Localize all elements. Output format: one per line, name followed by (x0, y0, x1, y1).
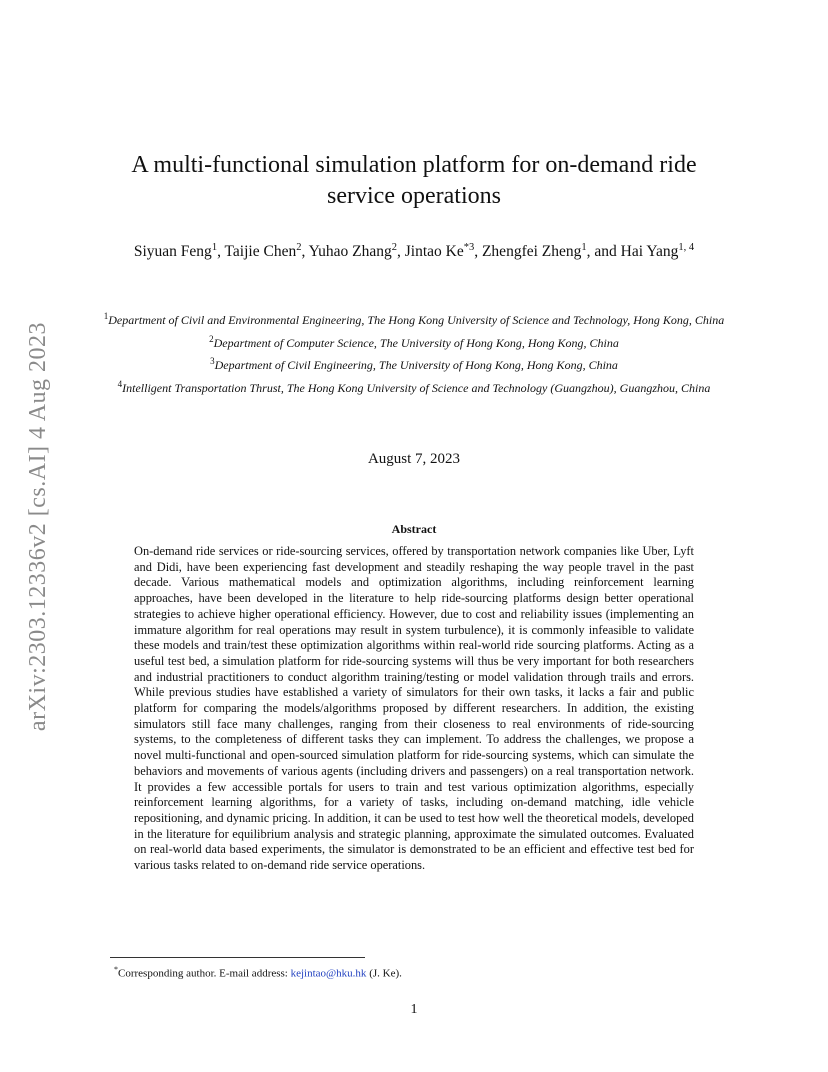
author-name: Jintao Ke (404, 243, 464, 261)
affiliation-mark: 3 (210, 356, 215, 367)
email-link[interactable]: kejintao@hku.hk (290, 967, 367, 980)
affiliation-text: Department of Civil and Environmental Engineering, The Hong Kong University of Science and Technology, Hong Kong, China (108, 313, 725, 327)
affiliation-item (100, 307, 728, 330)
author-affiliation-mark: 1 (211, 242, 218, 253)
affiliation-item (100, 375, 728, 398)
page-number: 1 (410, 1002, 418, 1017)
publication-date: August 7, 2023 (367, 451, 461, 467)
author-name: Taijie Chen (224, 243, 297, 261)
footnote-mark: * (114, 965, 118, 974)
author-name: Zhengfei Zheng (481, 243, 582, 261)
author-affiliation-mark: *3 (463, 242, 475, 253)
author-affiliation-mark: 1, 4 (678, 242, 695, 253)
affiliation-item (100, 330, 728, 353)
paper-title: A multi-functional simulation platform for on-demand ride service operations (131, 152, 697, 209)
arxiv-stamp-text: arXiv:2303.12336v2 [cs.AI] 4 Aug 2023 (25, 321, 52, 731)
footnote-suffix: (J. Ke). (366, 967, 402, 980)
author-affiliation-mark: 1 (581, 242, 587, 253)
author-name: Hai Yang (620, 243, 679, 261)
footnote-prefix: Corresponding author. E-mail address: (118, 967, 291, 980)
affiliation-mark: 2 (209, 333, 214, 344)
affiliation-text: Department of Civil Engineering, The University of Hong Kong, Hong Kong, China (214, 358, 618, 373)
author-separator: , (474, 243, 482, 261)
affiliation-text: Department of Computer Science, The University of Hong Kong, Hong Kong, China (213, 335, 619, 350)
affiliation-list (100, 307, 728, 397)
author-list (110, 235, 718, 264)
author-name: Yuhao Zhang (308, 243, 392, 261)
author-separator: , (217, 243, 225, 261)
affiliation-item (100, 352, 728, 375)
author-name: Siyuan Feng (133, 243, 212, 261)
affiliation-mark: 4 (117, 378, 123, 389)
author-affiliation-mark: 2 (296, 242, 302, 253)
footnote-divider (110, 957, 365, 958)
author-affiliation-mark: 2 (391, 242, 397, 253)
affiliation-mark: 1 (103, 311, 109, 321)
abstract-heading: Abstract (391, 522, 437, 536)
author-separator: , (301, 243, 309, 261)
author-separator: , (396, 243, 405, 261)
footnote (114, 963, 714, 981)
author-separator: , and (586, 243, 621, 261)
affiliation-text: Intelligent Transportation Thrust, The Hong Kong University of Science and Technology (Guangzhou), Guangzhou, China (122, 380, 711, 395)
abstract-body: On-demand ride services or ride-sourcing services, offered by transportation network companies like Uber, Lyft and Didi, have been experiencing fast development and steadily reshaping the way people travel in the past decade. Various mathematical models and optimization algorithms, including reinforcement learning approaches, have been developed in the literature to help ride-sourcing platforms design better operational strategies to achieve higher operational efficiency. However, due to cost and reliability issues (implementing an immature algorithm for real operations may result in system turbulence), it is commonly infeasible to validate these models and train/test these optimization algorithms within real-world ride sourcing platforms. Acting as a useful test bed, a simulation platform for ride-sourcing systems will thus be very important for both researchers and industrial practitioners to conduct algorithm training/testing or model validation through trails and errors. While previous studies have established a variety of simulators for their own tasks, it lacks a fair and public platform for comparing the models/algorithms proposed by different researchers. In addition, the existing simulators still face many challenges, ranging from their closeness to real environments of ride-sourcing systems, to the completeness of different tasks they can implement. To address the challenges, we propose a novel multi-functional and open-sourced simulation platform for ride-sourcing systems, which can simulate the behaviors and movements of various agents (including drivers and passengers) on a real transportation network. It provides a few accessible portals for users to train and test various optimization algorithms, especially reinforcement learning algorithms, for a variety of tasks, including on-demand matching, idle vehicle repositioning, and dynamic pricing. In addition, it can be used to test how well the theoretical models, developed in the literature for equilibrium analysis and strategic planning, approximate the simulated outcomes. Evaluated on real-world data based experiments, the simulator is demonstrated to be an efficient and effective test bed for various tasks related to on-demand ride service operations. (134, 544, 694, 873)
